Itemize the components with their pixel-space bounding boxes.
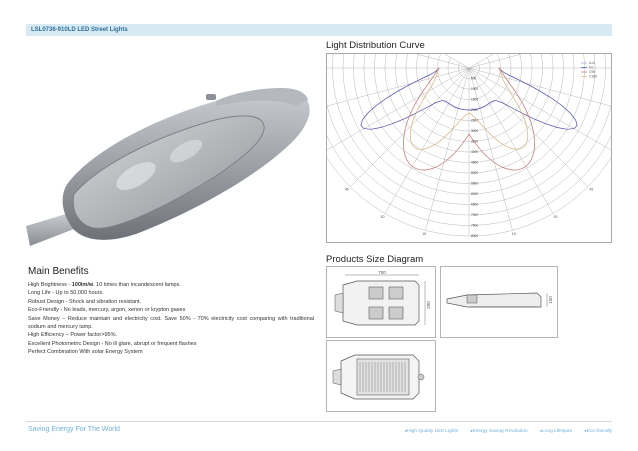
- angle-label: 45: [344, 187, 349, 192]
- angle-label: 45: [589, 187, 594, 192]
- header-title: LSL0736-910LD LED Street Lights: [31, 27, 128, 33]
- benefit-item: Save Money – Reduce maintain and electricity cost. Save 50% - 70% electricity cost comparing with traditional sodium and mercury lamp.: [28, 315, 314, 331]
- benefit-item: Long Life - Up to 50,000 hours.: [28, 290, 104, 297]
- radial-label: 7000: [471, 213, 479, 217]
- street-light-photo: [26, 76, 326, 262]
- footer-tag: ● High Quality LED Lights: [405, 428, 458, 434]
- top-view-diagram: [326, 266, 436, 338]
- radial-label: 2000: [471, 108, 479, 112]
- legend-label: A-A: [589, 61, 595, 65]
- radial-label: 6000: [471, 192, 479, 196]
- header-bar: [26, 24, 612, 36]
- footer-tags: [405, 428, 612, 434]
- footer-tag: ● Long Lifespan: [540, 428, 573, 434]
- benefit-item: Eco-Friendly - No leads, mercury, argon, xenon or krypton gases: [28, 307, 186, 314]
- radial-label: 3500: [471, 139, 479, 144]
- benefits-title: Main Benefits: [28, 266, 89, 277]
- radial-label: 2500: [471, 118, 479, 123]
- radial-label: 7500: [471, 223, 479, 228]
- benefit-item: High Brightness - 100lm/w. 10 times than incandescent lamps.: [28, 282, 181, 288]
- main-benefits-section: [28, 266, 314, 357]
- grid-spoke: [350, 68, 469, 187]
- radial-label: 4000: [471, 150, 479, 154]
- radial-label: 1500: [471, 97, 479, 102]
- legend-label: C180: [589, 74, 598, 79]
- benefit-item: Robust Design - Shock and vibration resistant.: [28, 298, 142, 305]
- radial-label: 500: [471, 76, 477, 81]
- angle-label: 30: [553, 214, 558, 219]
- radial-label: 1000: [471, 87, 479, 91]
- radial-label: 5500: [471, 181, 479, 186]
- grid-spoke: [327, 68, 469, 152]
- grid-spoke: [469, 65, 611, 152]
- radial-label: 6500: [471, 202, 479, 207]
- footer-slogan: Saving Energy For The World: [28, 426, 120, 433]
- grid-spoke: [327, 54, 469, 68]
- light-distribution-chart: [326, 53, 612, 243]
- grid-spoke: [469, 68, 588, 187]
- radial-label: 8000: [471, 234, 479, 238]
- angle-label: 30: [380, 214, 385, 219]
- radial-label: 3000: [471, 129, 479, 133]
- bottom-view-diagram: [326, 340, 436, 412]
- legend-label: C90: [589, 70, 596, 74]
- grid-spoke: [385, 68, 469, 214]
- light-distribution-title: Light Distribution Curve: [326, 40, 425, 51]
- side-view-diagram: [440, 266, 558, 338]
- radial-label: 5000: [471, 171, 479, 175]
- size-diagram-title: Products Size Diagram: [326, 254, 424, 265]
- benefit-item: Excellent Photometric Design - No ill glare, abrupt or frequent flashes: [28, 340, 197, 347]
- grid-spoke: [327, 54, 469, 68]
- angle-label: 15: [422, 232, 427, 237]
- grid-spoke: [469, 68, 553, 214]
- angle-label: 15: [511, 232, 516, 237]
- legend-label: C0: [589, 65, 594, 70]
- top-width-dimension: 700: [378, 270, 386, 275]
- footer-tag: ● Eco-friendly: [584, 428, 612, 434]
- side-height-dimension: 150: [548, 296, 553, 304]
- benefit-item: Perfect Combination With solar Energy System: [28, 349, 143, 356]
- top-height-dimension: 290: [426, 301, 431, 309]
- footer-divider: [26, 421, 612, 422]
- radial-label: 4500: [471, 160, 479, 165]
- footer-tag: ● Energy Saving Revolution: [470, 428, 528, 434]
- benefit-item: High Efficiency – Power factor>95%.: [28, 332, 118, 339]
- grid-spoke: [426, 68, 470, 230]
- polar-plot: [327, 54, 611, 242]
